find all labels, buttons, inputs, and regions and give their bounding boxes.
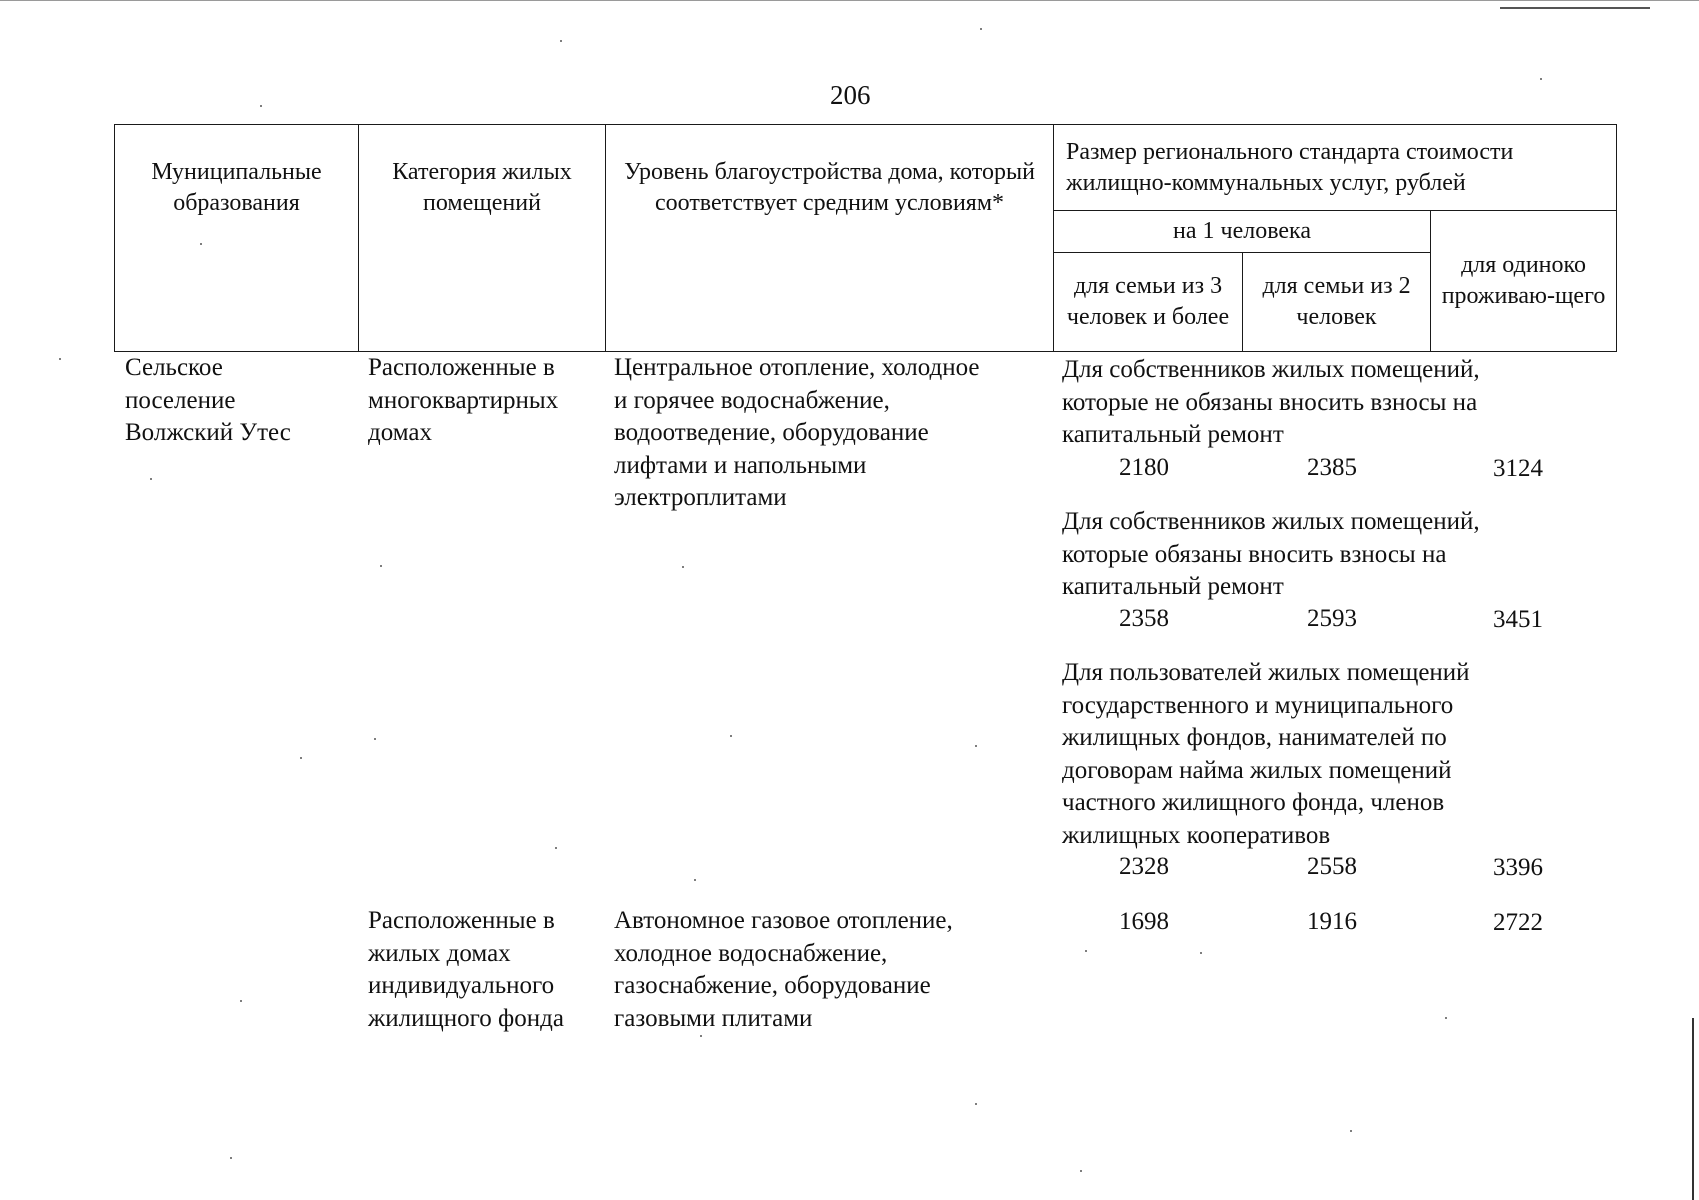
header-municipality: Муниципальные образования	[115, 125, 359, 352]
tenant-group-label-line: государственного и муниципального	[1062, 691, 1454, 719]
scan-speck	[240, 1000, 242, 1002]
value-family-3: 2358	[1119, 605, 1169, 632]
municipality-line: поселение	[125, 386, 236, 414]
header-single-resident: для одиноко проживаю-щего	[1431, 211, 1617, 352]
comfort-level-line: лифтами и напольными	[614, 451, 867, 479]
value-single: 3396	[1493, 854, 1543, 881]
category-line: жилищного фонда	[368, 1004, 564, 1032]
scan-edge-line	[0, 0, 1699, 1]
scan-speck	[1540, 78, 1542, 80]
owner-group-label-line: Для собственников жилых помещений,	[1062, 508, 1480, 535]
value-family-2: 2385	[1307, 454, 1357, 481]
header-per-person: на 1 человека	[1054, 211, 1431, 253]
scan-speck	[59, 358, 61, 360]
tenant-group-label-line: жилищных кооперативов	[1062, 821, 1331, 849]
scan-speck	[1080, 1170, 1082, 1172]
header-cost-title: Размер регионального стандарта стоимости жилищно-коммунальных услуг, рублей	[1054, 125, 1617, 211]
page-number: 206	[830, 80, 871, 110]
scan-speck	[1445, 1017, 1447, 1019]
header-table	[114, 124, 1617, 352]
owner-group-label-line: капитальный ремонт	[1062, 421, 1284, 448]
header-family-2: для семьи из 2 человек	[1243, 253, 1431, 352]
category-line: индивидуального	[368, 972, 555, 999]
scan-speck	[230, 1157, 232, 1159]
owner-group-label-line: которые обязаны вносить взносы на	[1062, 540, 1447, 568]
scan-speck	[1200, 952, 1202, 954]
tenant-group-label-line: жилищных фондов, нанимателей по	[1062, 724, 1447, 751]
value-family-2: 1916	[1307, 908, 1357, 935]
scan-speck	[300, 757, 302, 759]
scan-speck	[374, 738, 376, 740]
scan-speck	[555, 847, 557, 849]
tenant-group-label-line: Для пользователей жилых помещений	[1062, 659, 1470, 686]
municipality-line: Сельское	[125, 354, 223, 381]
owner-group-label-line: Для собственников жилых помещений,	[1062, 356, 1480, 383]
scan-speck	[975, 1103, 977, 1105]
category-line: Расположенные в	[368, 907, 555, 934]
comfort-level-line: газовыми плитами	[614, 1004, 813, 1032]
value-family-2: 2558	[1307, 853, 1357, 880]
scan-speck	[150, 478, 152, 480]
header-comfort-level: Уровень благоустройства дома, который соответствует средним условиям*	[606, 125, 1054, 352]
scan-speck	[975, 745, 977, 747]
value-family-3: 2328	[1119, 853, 1169, 880]
category-line: Расположенные в	[368, 354, 555, 381]
comfort-level-line: холодное водоснабжение,	[614, 939, 888, 967]
scan-speck	[700, 1035, 702, 1037]
comfort-level-line: Центральное отопление, холодное	[614, 354, 980, 381]
owner-group-label-line: капитальный ремонт	[1062, 573, 1284, 600]
value-family-2: 2593	[1307, 605, 1357, 632]
scan-edge-mark	[1692, 1018, 1694, 1200]
value-family-3: 1698	[1119, 908, 1169, 935]
comfort-level-line: Автономное газовое отопление,	[614, 907, 953, 934]
comfort-level-line: газоснабжение, оборудование	[614, 972, 931, 999]
header-category: Категория жилых помещений	[359, 125, 606, 352]
category-line: многоквартирных	[368, 386, 559, 414]
scan-speck	[980, 28, 982, 30]
category-line: домах	[368, 419, 432, 446]
category-line: жилых домах	[368, 939, 511, 967]
scan-speck	[560, 40, 562, 42]
scan-speck	[682, 566, 684, 568]
comfort-level-line: электроплитами	[614, 484, 787, 511]
header-family-3: для семьи из 3 человек и более	[1054, 253, 1243, 352]
comfort-level-line: водоотведение, оборудование	[614, 419, 929, 446]
scan-speck	[730, 735, 732, 737]
tenant-group-label-line: частного жилищного фонда, членов	[1062, 789, 1445, 816]
scan-speck	[694, 879, 696, 881]
scan-corner-line	[1500, 7, 1650, 9]
scan-speck	[380, 565, 382, 567]
value-family-3: 2180	[1119, 454, 1169, 481]
scan-speck	[1085, 950, 1087, 952]
comfort-level-line: и горячее водоснабжение,	[614, 386, 890, 414]
owner-group-label-line: которые не обязаны вносить взносы на	[1062, 388, 1478, 416]
scan-speck	[1350, 1130, 1352, 1132]
tenant-group-label-line: договорам найма жилых помещений	[1062, 756, 1452, 784]
value-single: 3124	[1493, 455, 1543, 482]
value-single: 3451	[1493, 606, 1543, 633]
value-single: 2722	[1493, 909, 1543, 936]
municipality-line: Волжский Утес	[125, 419, 291, 446]
scan-speck	[260, 105, 262, 107]
